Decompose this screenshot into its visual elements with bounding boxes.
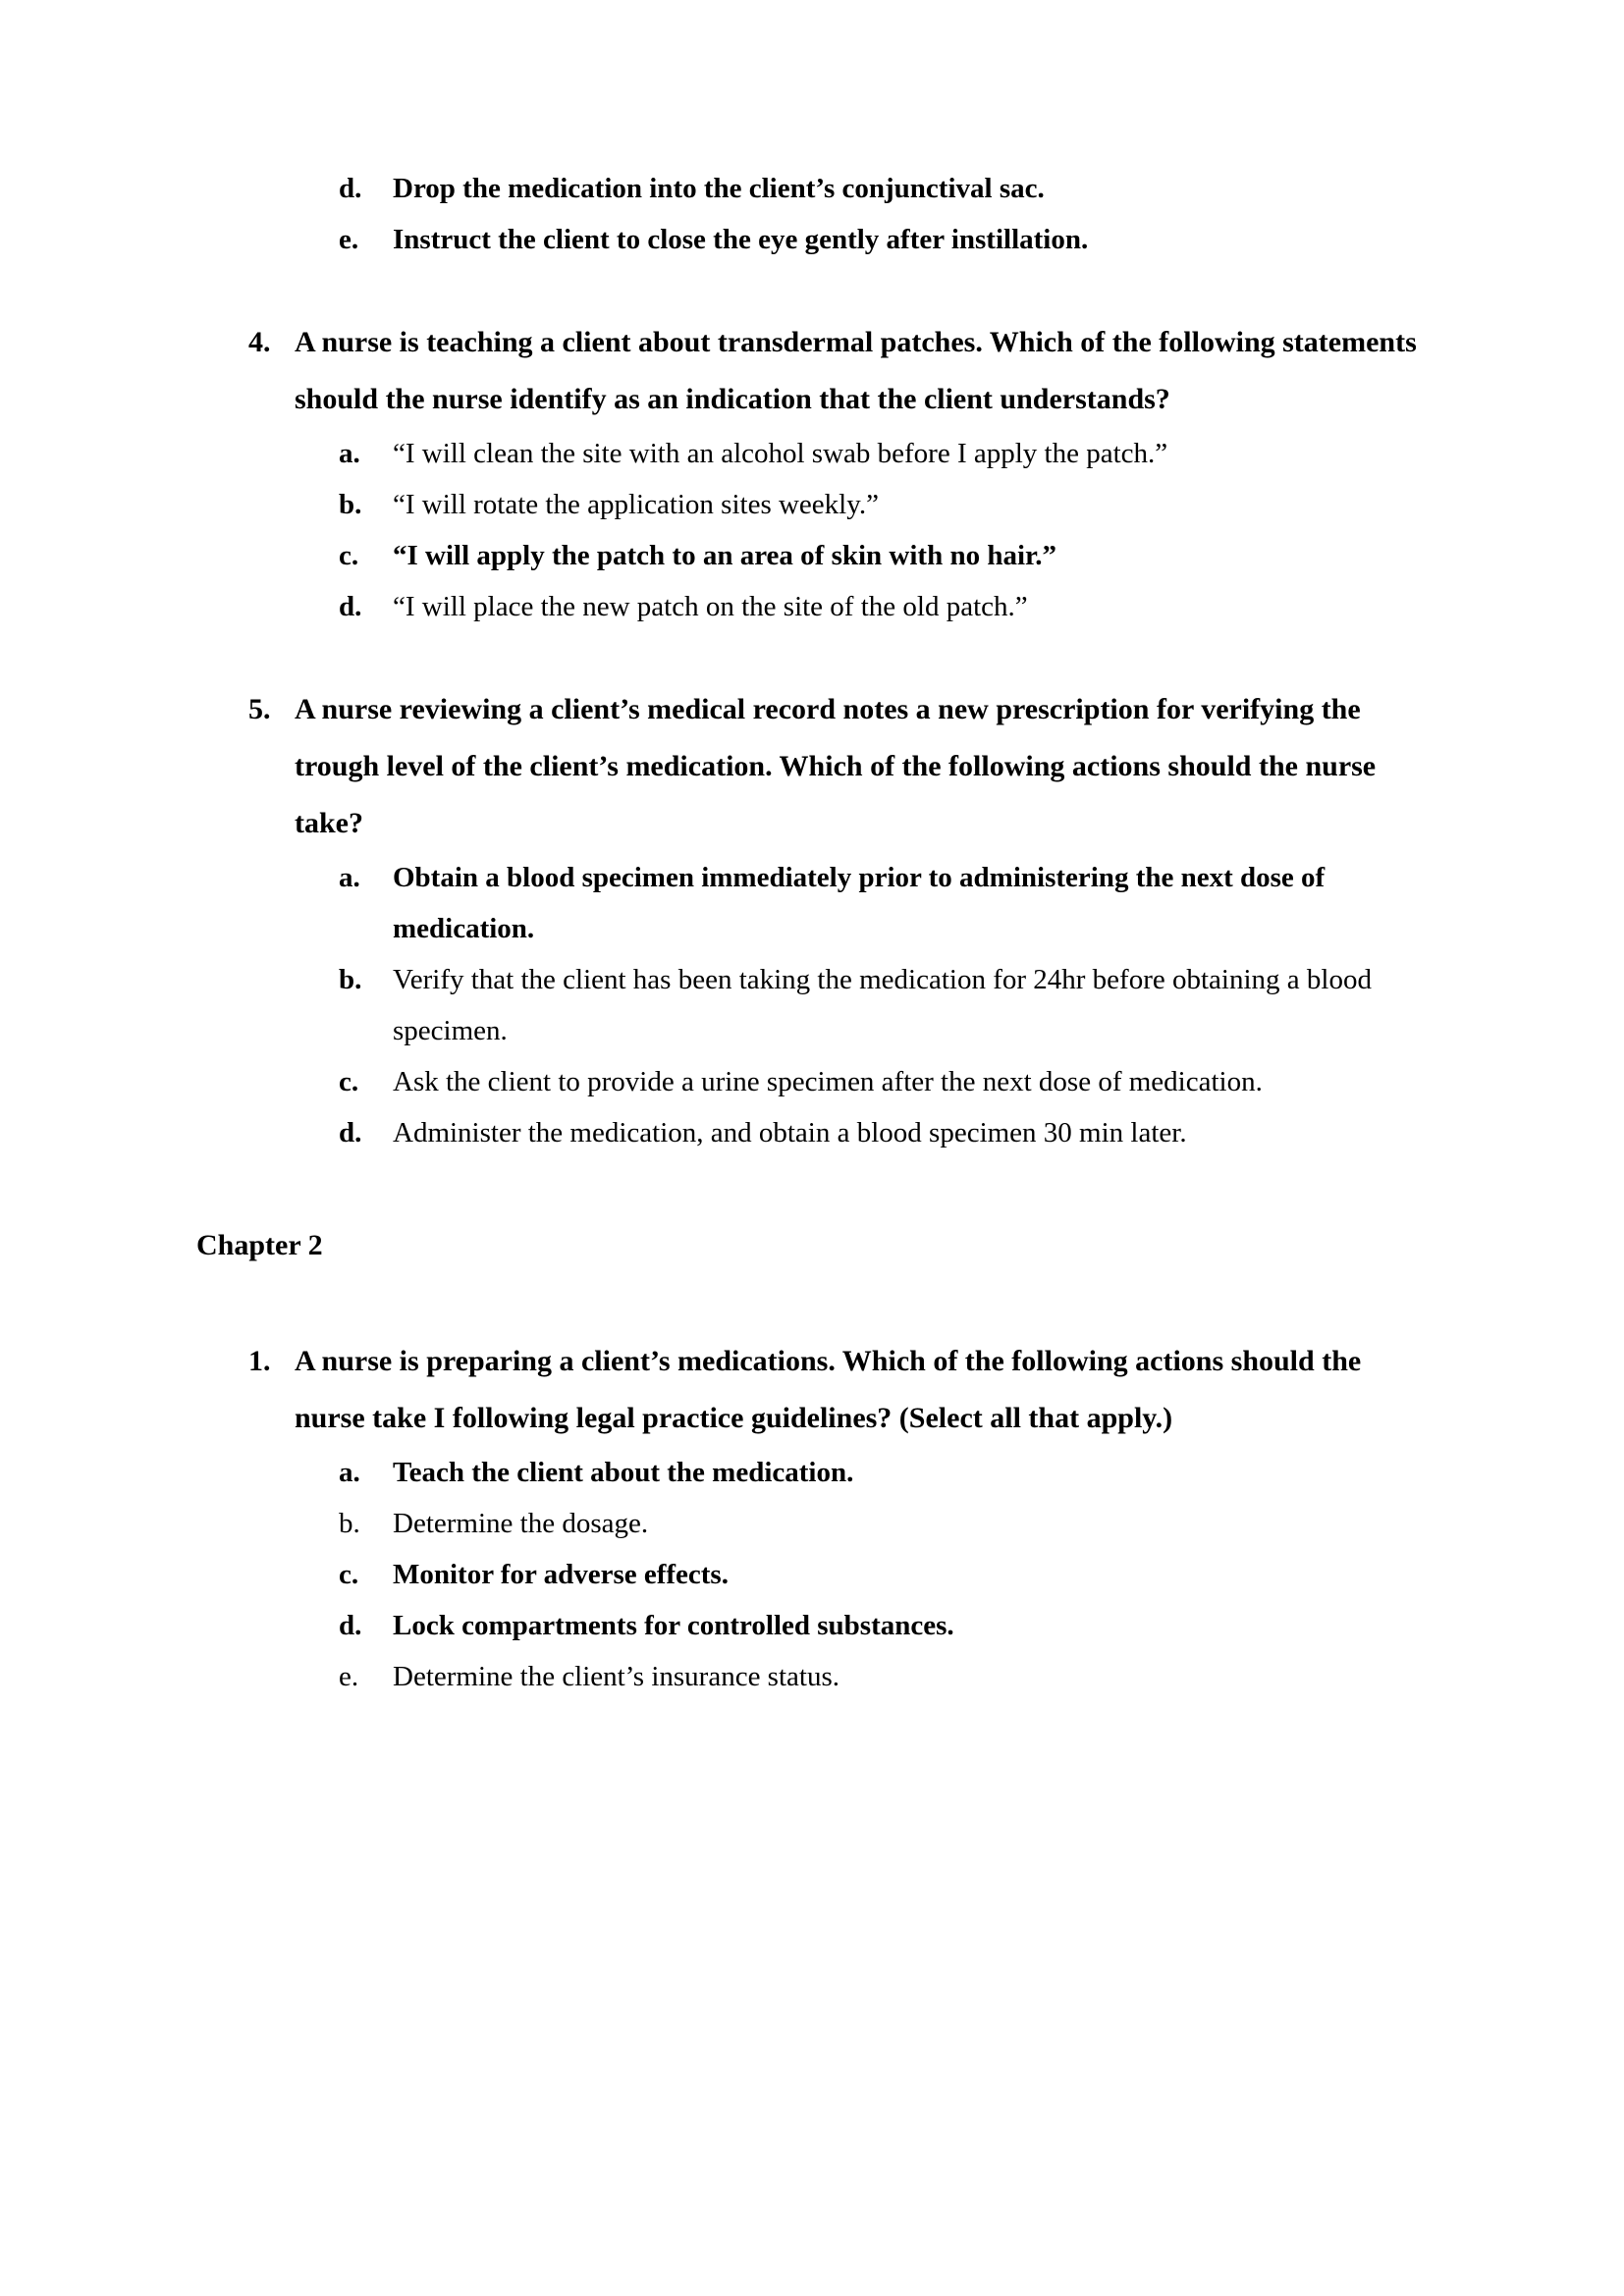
option-text: “I will apply the patch to an area of skin with no hair.” xyxy=(393,540,1056,571)
option-row xyxy=(0,214,1624,265)
question-number: 1. xyxy=(248,1345,271,1377)
page-content xyxy=(0,163,1624,1702)
option-row xyxy=(0,1447,1624,1498)
option-row xyxy=(0,428,1624,479)
option-row xyxy=(0,479,1624,530)
option-letter: d. xyxy=(339,1117,362,1148)
option-text: Verify that the client has been taking the medication for 24hr before obtaining a blood specimen. xyxy=(393,964,1372,1046)
option-row xyxy=(0,581,1624,632)
question-stem-row xyxy=(0,314,1624,428)
option-row xyxy=(0,1056,1624,1107)
chapter-question-block-1 xyxy=(0,1333,1624,1702)
option-row xyxy=(0,1498,1624,1549)
option-text: Instruct the client to close the eye gently after instillation. xyxy=(393,224,1089,255)
question-block-5 xyxy=(0,681,1624,1158)
option-letter: e. xyxy=(339,224,359,255)
leading-options-group xyxy=(0,163,1624,265)
spacer xyxy=(0,632,1624,681)
option-row xyxy=(0,163,1624,214)
option-row xyxy=(0,1651,1624,1702)
option-letter: e. xyxy=(339,1661,359,1692)
question-stem-row xyxy=(0,681,1624,852)
spacer xyxy=(0,265,1624,314)
option-text: Teach the client about the medication. xyxy=(393,1457,854,1488)
option-row xyxy=(0,1107,1624,1158)
option-letter: c. xyxy=(339,1559,359,1590)
question-stem: A nurse reviewing a client’s medical record notes a new prescription for verifying the trough level of the client’s medication. Which of the following actions should the nurse take? xyxy=(295,693,1377,839)
option-text: “I will clean the site with an alcohol swab before I apply the patch.” xyxy=(393,438,1168,469)
question-number: 4. xyxy=(248,326,271,358)
option-group xyxy=(0,428,1624,632)
option-letter: a. xyxy=(339,1457,360,1488)
option-text: Determine the dosage. xyxy=(393,1508,649,1539)
option-letter: b. xyxy=(339,964,362,995)
option-row xyxy=(0,530,1624,581)
chapter-heading: Chapter 2 xyxy=(196,1229,323,1261)
option-group xyxy=(0,1447,1624,1702)
option-letter: d. xyxy=(339,1610,362,1641)
option-text: “I will rotate the application sites weekly.” xyxy=(393,489,879,520)
option-text: “I will place the new patch on the site of the old patch.” xyxy=(393,591,1028,622)
spacer xyxy=(0,1274,1624,1333)
option-text: Ask the client to provide a urine specimen after the next dose of medication. xyxy=(393,1066,1263,1097)
question-stem: A nurse is preparing a client’s medications. Which of the following actions should the nurse take I following legal practice guidelines? (Select all that apply.) xyxy=(295,1345,1362,1434)
option-letter: a. xyxy=(339,862,360,893)
option-letter: c. xyxy=(339,540,359,571)
option-text: Obtain a blood specimen immediately prior to administering the next dose of medication. xyxy=(393,862,1326,944)
option-row xyxy=(0,954,1624,1056)
option-text: Determine the client’s insurance status. xyxy=(393,1661,839,1692)
option-text: Drop the medication into the client’s conjunctival sac. xyxy=(393,173,1045,204)
question-number: 5. xyxy=(248,693,271,725)
option-text: Lock compartments for controlled substances. xyxy=(393,1610,954,1641)
option-letter: b. xyxy=(339,1508,360,1539)
option-text: Administer the medication, and obtain a blood specimen 30 min later. xyxy=(393,1117,1187,1148)
question-stem-row xyxy=(0,1333,1624,1447)
option-group xyxy=(0,852,1624,1158)
option-text: Monitor for adverse effects. xyxy=(393,1559,729,1590)
spacer xyxy=(0,1158,1624,1217)
option-letter: d. xyxy=(339,591,362,622)
option-row xyxy=(0,1549,1624,1600)
option-row xyxy=(0,852,1624,954)
option-letter: c. xyxy=(339,1066,359,1097)
option-row xyxy=(0,1600,1624,1651)
option-letter: a. xyxy=(339,438,360,469)
option-letter: b. xyxy=(339,489,362,520)
question-block-4 xyxy=(0,314,1624,632)
option-letter: d. xyxy=(339,173,362,204)
question-stem: A nurse is teaching a client about transdermal patches. Which of the following statements should the nurse identify as an indication that the client understands? xyxy=(295,326,1417,415)
